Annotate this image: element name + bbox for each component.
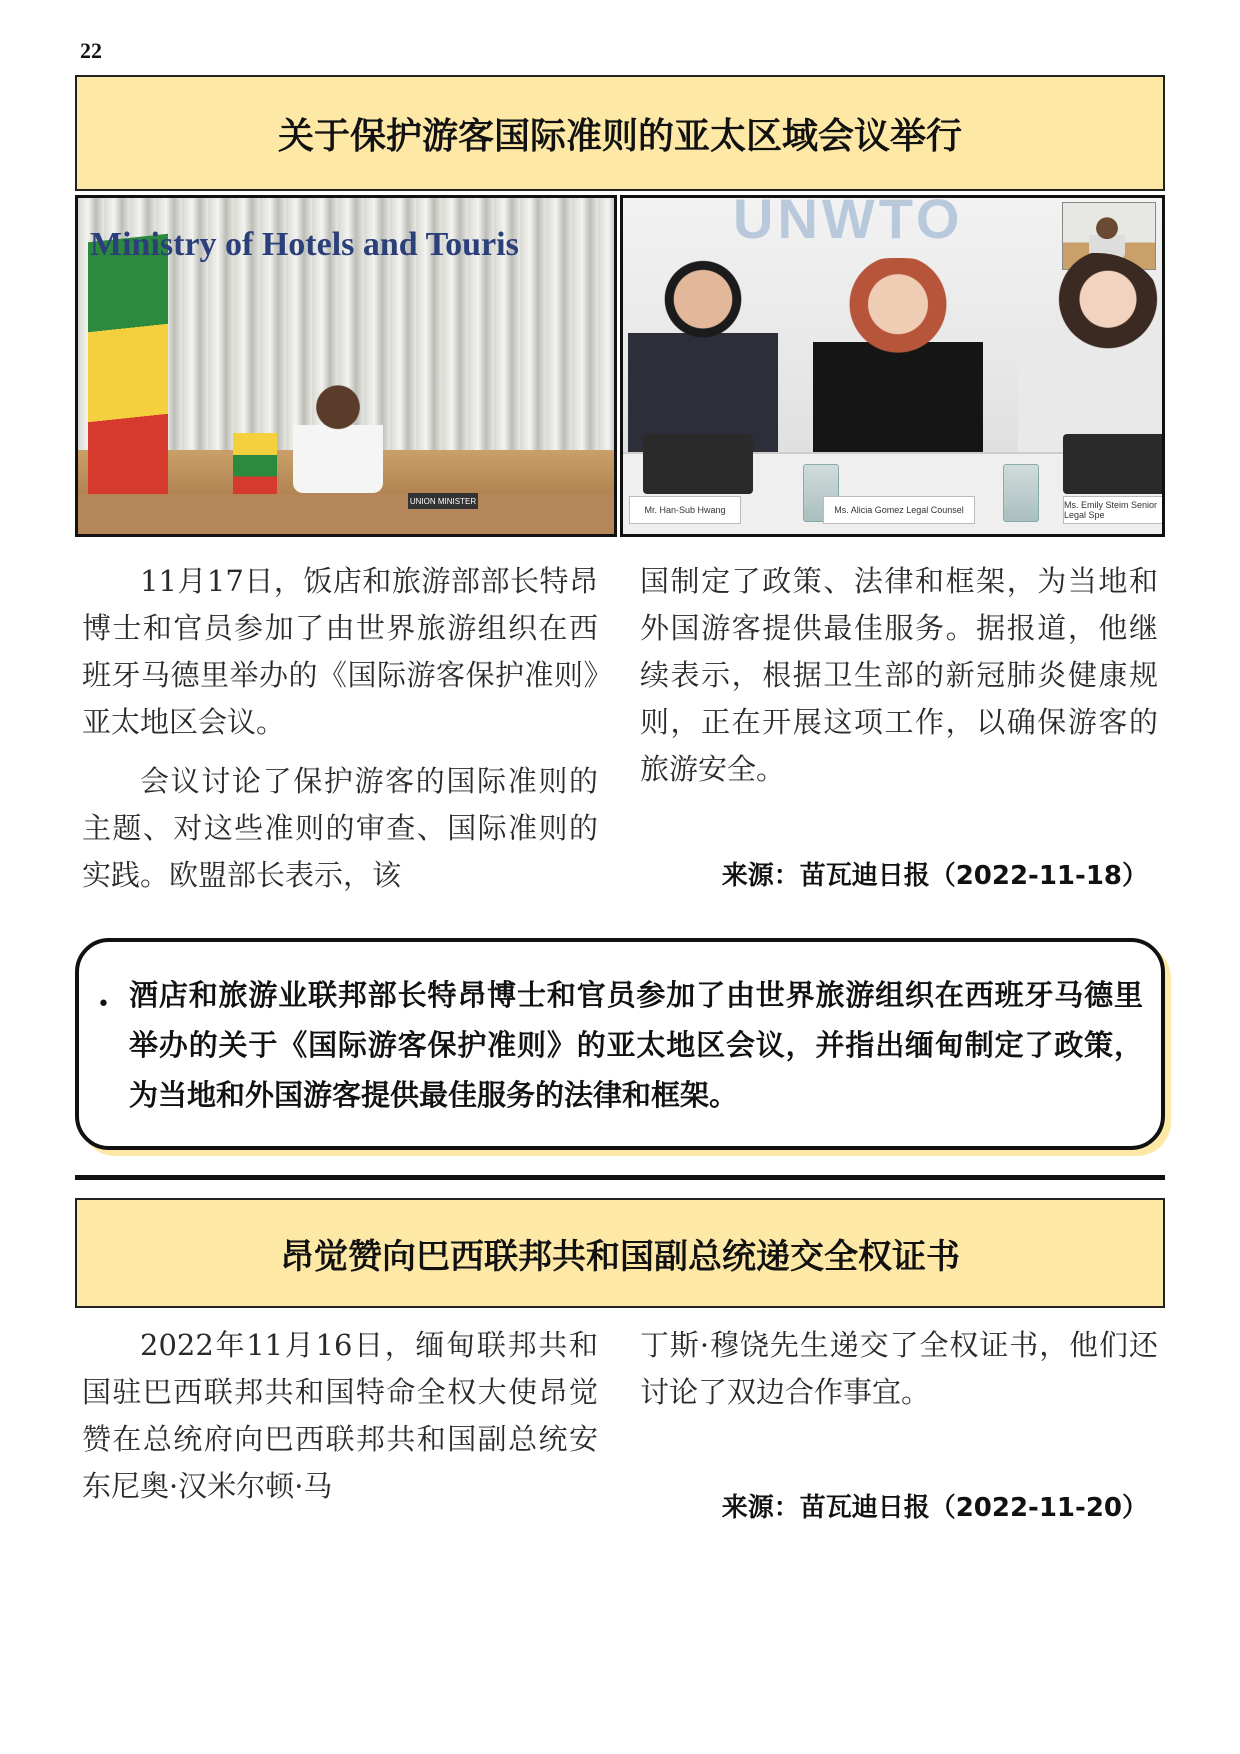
- article1-source: 来源：苗瓦迪日报（2022-11-18）: [721, 861, 1148, 891]
- flag-image: [88, 234, 168, 537]
- nameplate: Ms. Alicia Gomez Legal Counsel: [823, 496, 975, 524]
- article1-paragraph-2: 会议讨论了保护游客的国际准则的主题、对这些准则的审查、国际准则的实践。欧盟部长表示，该: [82, 764, 598, 892]
- article1-right-column: [640, 558, 1158, 805]
- article1-paragraph-1: 11月17日，饭店和旅游部部长特昂博士和官员参加了由世界旅游组织在西班牙马德里举办的《国际游客保护准则》亚太地区会议。: [82, 564, 598, 739]
- article2-paragraph-1: 2022年11月16日，缅甸联邦共和国驻巴西联邦共和国特命全权大使昂觉赞在总统府向巴西联邦共和国副总统安东尼奥·汉米尔顿·马: [82, 1328, 598, 1503]
- panelist-1: [628, 253, 778, 463]
- article1-left-column: [82, 558, 598, 911]
- photo-minister-meeting: [75, 195, 617, 537]
- nameplate: Ms. Emily Steim Senior Legal Spe: [1063, 496, 1165, 524]
- minister-figure: [293, 383, 383, 493]
- article-title-1-text: 关于保护游客国际准则的亚太区域会议举行: [277, 115, 962, 157]
- article2-paragraph-2: 丁斯·穆饶先生递交了全权证书，他们还讨论了双边合作事宜。: [640, 1328, 1158, 1409]
- panelist-2: [813, 258, 983, 468]
- article2-left-column: [82, 1322, 598, 1522]
- article1-paragraph-3: 国制定了政策、法律和框架，为当地和外国游客提供最佳服务。据报道，他继续表示，根据卫生部的新冠肺炎健康规则，正在开展这项工作，以确保游客的旅游安全。: [640, 564, 1158, 786]
- photo-unwto-panel: [620, 195, 1165, 537]
- laptop: [643, 434, 753, 494]
- article2-right-column: [640, 1322, 1158, 1428]
- nameplate: Mr. Han-Sub Hwang: [629, 496, 741, 524]
- panelist-3: [1018, 253, 1165, 463]
- photo-banner-text: Ministry of Hotels and Touris: [90, 226, 519, 263]
- unwto-logo: UNWTO: [733, 195, 964, 250]
- section-divider: [75, 1175, 1165, 1180]
- desk-flag-image: [233, 433, 277, 499]
- article-title-1: [75, 75, 1165, 191]
- bullet-icon: •: [97, 992, 110, 1017]
- laptop: [1063, 434, 1165, 494]
- summary-text: 酒店和旅游业联邦部长特昂博士和官员参加了由世界旅游组织在西班牙马德里举办的关于《国际游客保护准则》的亚太地区会议，并指出缅甸制定了政策，为当地和外国游客提供最佳服务的法律和框架。: [129, 978, 1143, 1112]
- article-title-2: [75, 1198, 1165, 1308]
- summary-box: [75, 938, 1165, 1150]
- nameplate-union-minister: UNION MINISTER: [408, 493, 478, 509]
- water-glass: [1003, 464, 1039, 522]
- article2-source: 来源：苗瓦迪日报（2022-11-20）: [721, 1493, 1148, 1523]
- desk: [78, 494, 614, 534]
- page-number: 22: [80, 38, 102, 63]
- article-title-2-text: 昂觉赞向巴西联邦共和国副总统递交全权证书: [280, 1236, 960, 1277]
